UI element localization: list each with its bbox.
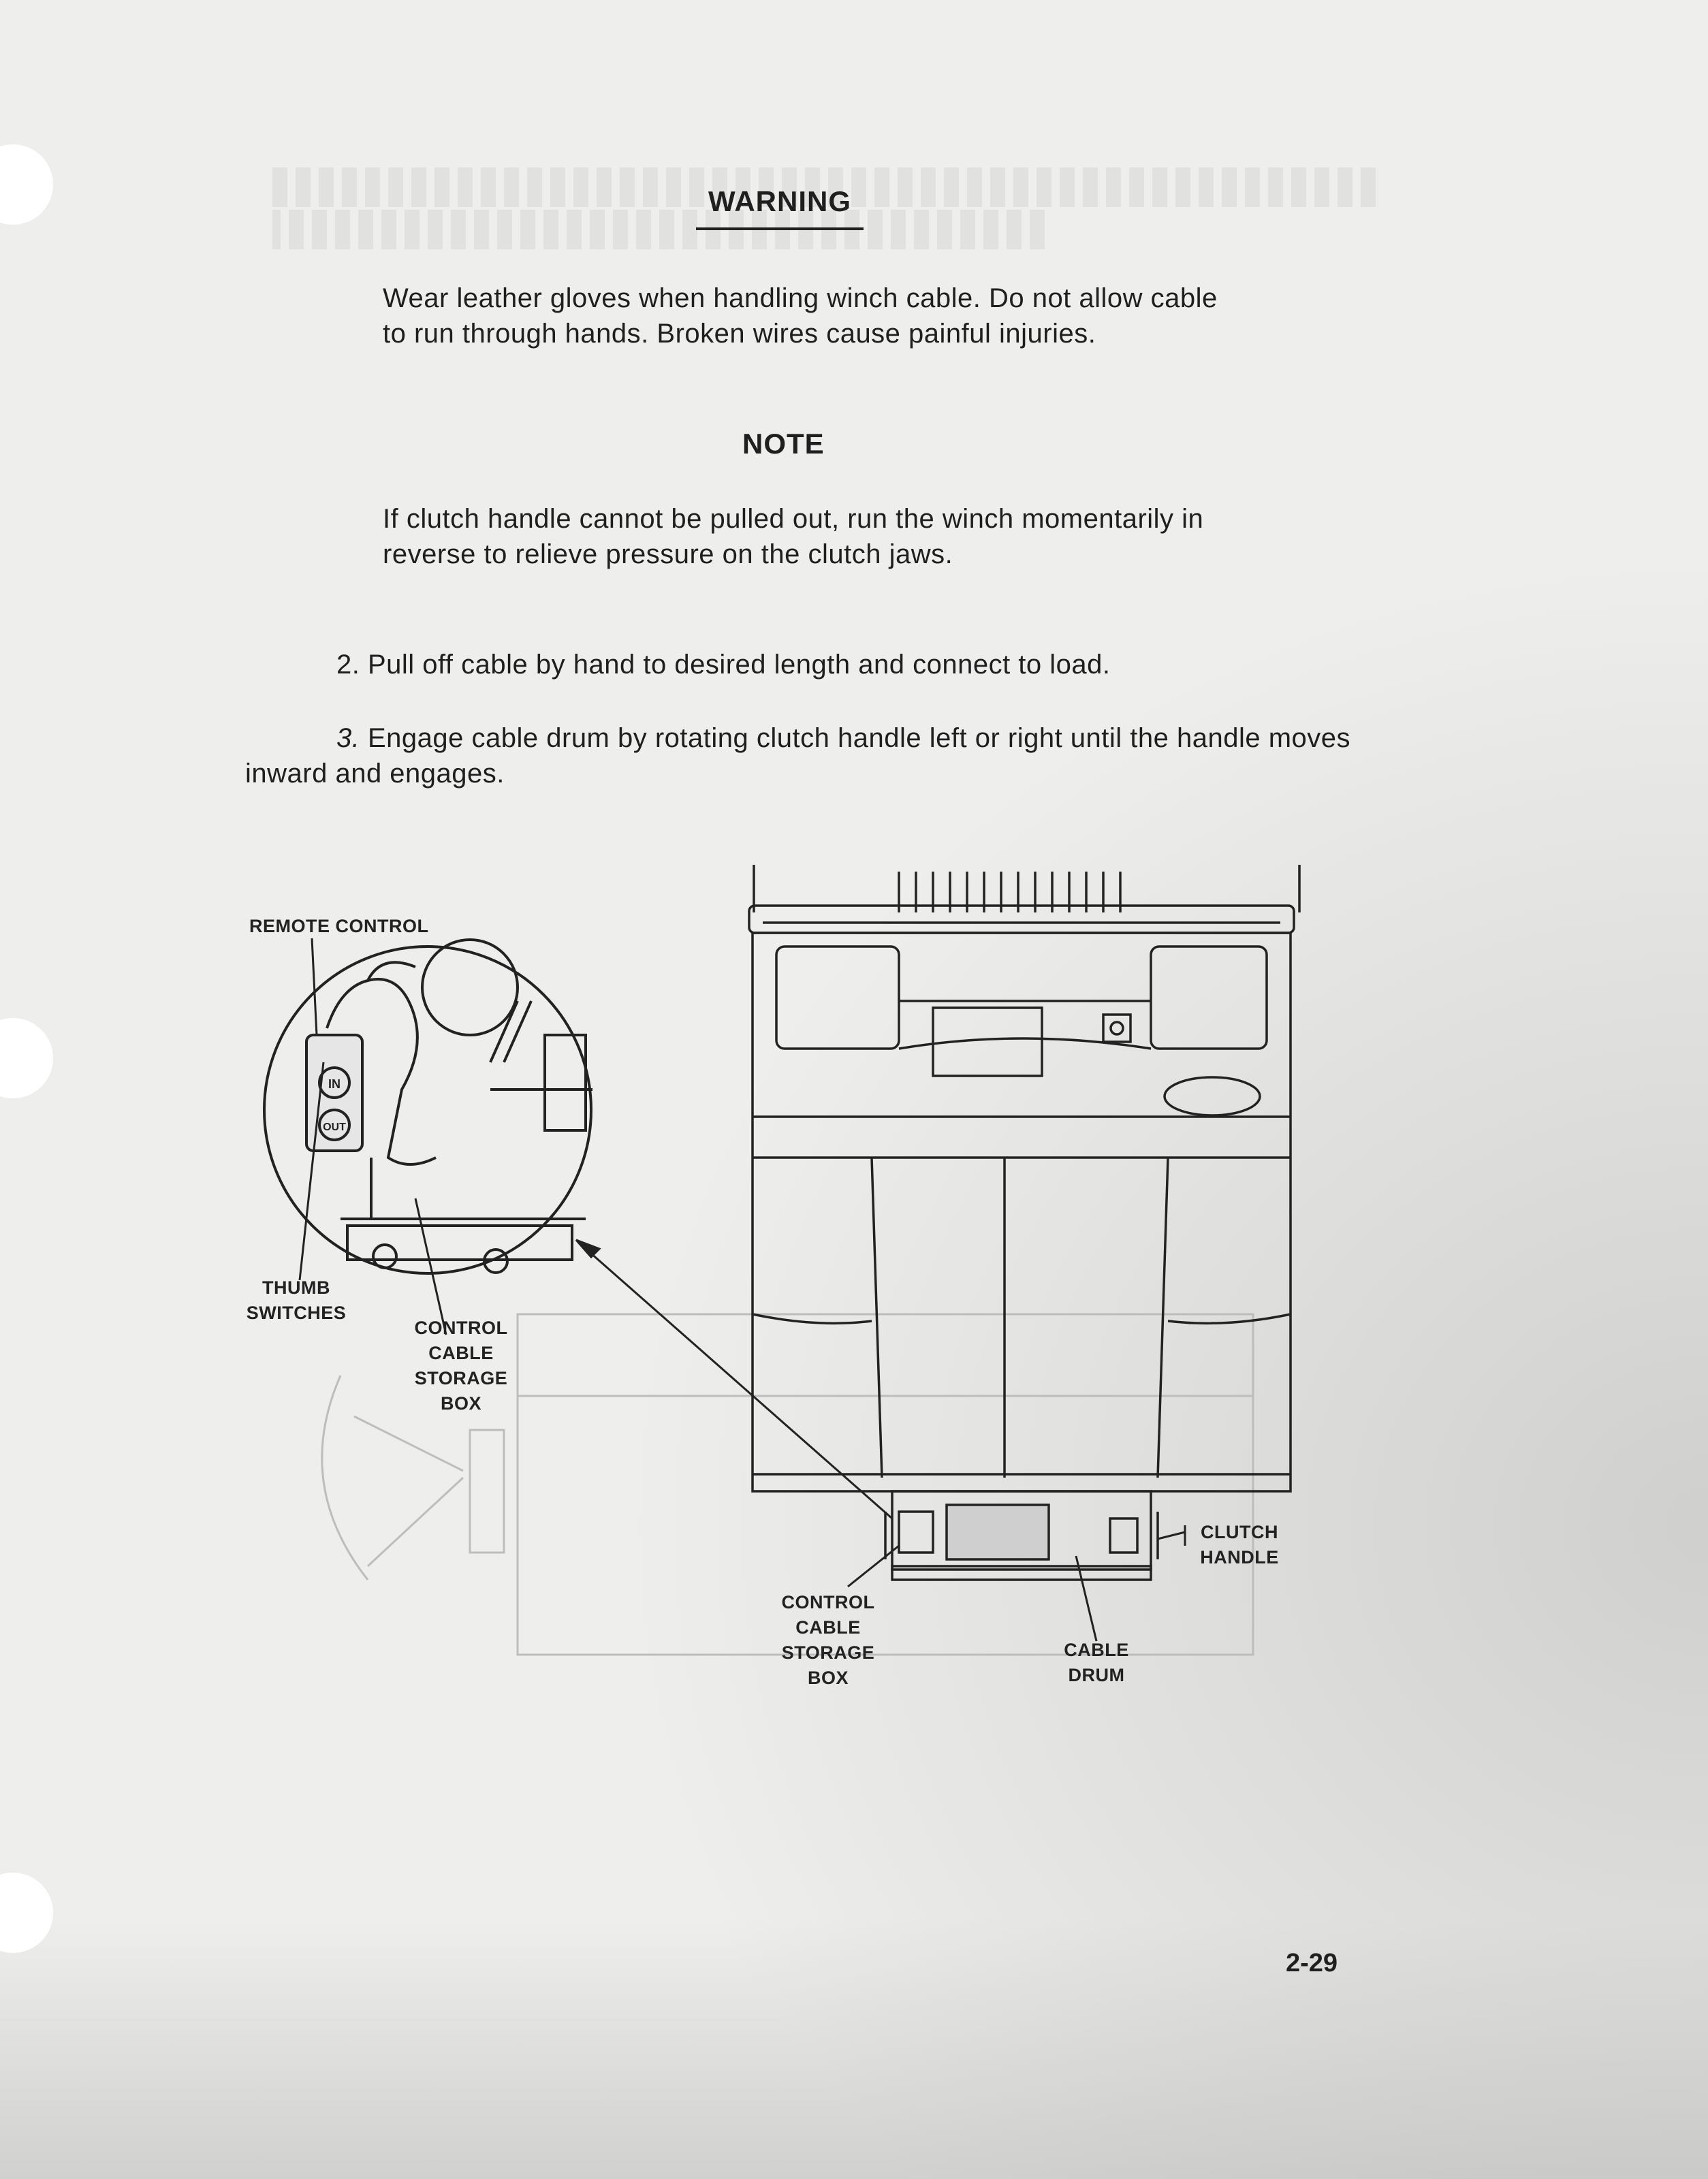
warning-heading: WARNING xyxy=(696,185,864,230)
note-text: If clutch handle cannot be pulled out, run the winch momentarily in reverse to relieve pressure on the clutch jaws. xyxy=(383,504,1204,569)
note-heading: NOTE xyxy=(742,428,825,460)
label-line: CONTROL xyxy=(781,1592,875,1612)
label-line: CONTROL xyxy=(414,1318,508,1338)
button-out-label: OUT xyxy=(323,1122,346,1133)
label-line: CABLE xyxy=(428,1343,494,1363)
label-line: BOX xyxy=(440,1393,481,1414)
label-line: CLUTCH xyxy=(1201,1522,1278,1542)
control-cable-storage-box-label-lower xyxy=(774,1590,883,1691)
remote-control-label: REMOTE CONTROL xyxy=(249,916,429,936)
button-in-label: IN xyxy=(328,1077,341,1091)
vehicle-front-view xyxy=(749,865,1299,1580)
control-cable-storage-box-label-upper xyxy=(407,1316,516,1416)
warning-text: Wear leather gloves when handling winch cable. Do not allow cable to run through hands. Broken wires cause painful injuries. xyxy=(383,283,1218,349)
label-line: THUMB xyxy=(262,1277,330,1298)
step-text: Pull off cable by hand to desired length and connect to load. xyxy=(367,650,1111,680)
label-line: CABLE xyxy=(795,1617,861,1638)
label-line: STORAGE xyxy=(414,1368,508,1388)
page-number: 2-29 xyxy=(1286,1949,1338,1977)
clutch-handle-label xyxy=(1171,1520,1308,1570)
label-line: STORAGE xyxy=(781,1642,875,1663)
label-line: HANDLE xyxy=(1200,1547,1279,1568)
label-line: BOX xyxy=(807,1668,849,1688)
cable-drum-label xyxy=(1049,1638,1144,1688)
thumb-switches-label xyxy=(245,1275,347,1326)
step-number: 2. xyxy=(336,650,360,680)
label-line: DRUM xyxy=(1068,1665,1125,1685)
label-line: SWITCHES xyxy=(246,1303,347,1323)
step-text: Engage cable drum by rotating clutch handle left or right until the handle moves inward and engages. xyxy=(245,723,1351,789)
label-line: CABLE xyxy=(1064,1640,1129,1660)
step-number: 3. xyxy=(336,723,360,753)
